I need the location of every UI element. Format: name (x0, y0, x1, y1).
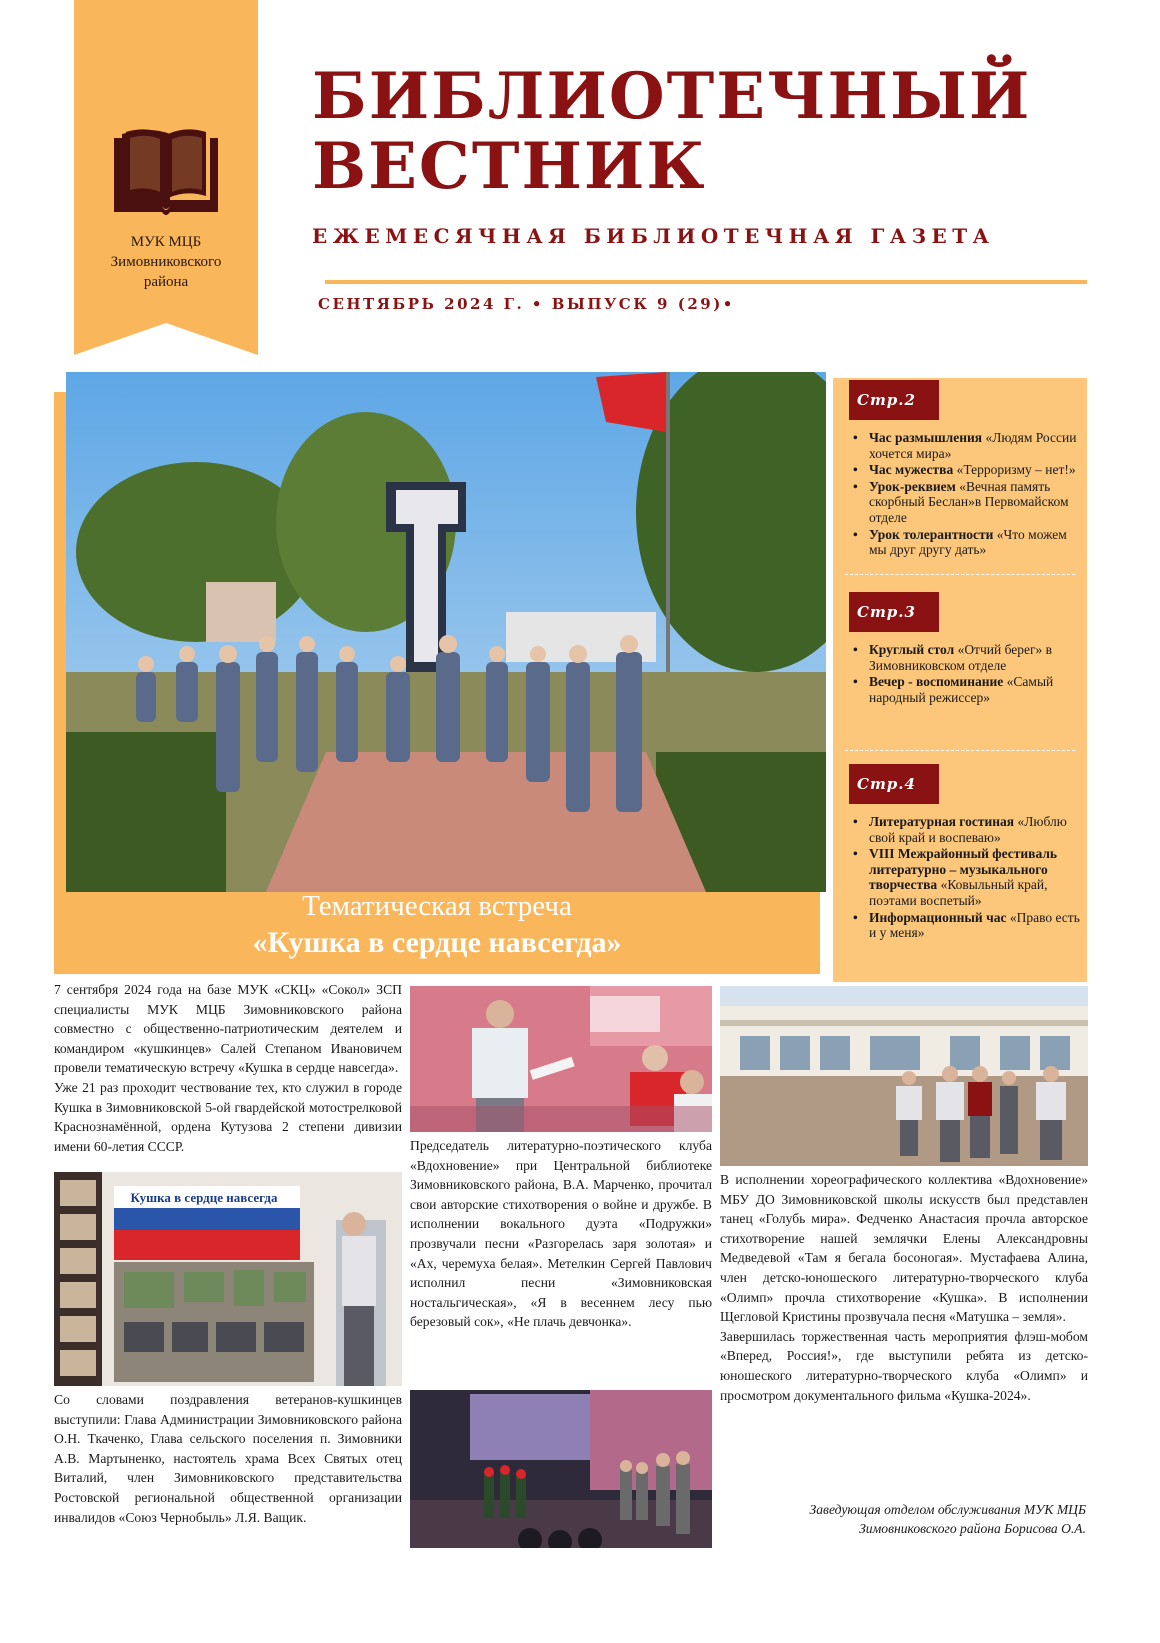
article-paragraph: В исполнении хореографического коллектива «Вдохновение» МБУ ДО Зимовниковской школы искусств был представлен танец «Голубь мира». Федченко Анастасия прочла авторское стихотворение нашей землячки Елены Александровны Медведевой «Там я бегала босоногая». Мустафаева Алина, член детско-юношеского литературно-творческого клуба «Олимп» прочла стихотворение «Кушка». В исполнении Щегловой Кристины прозвучала песня «Матушка – земля». (720, 1172, 1088, 1325)
author-signature (700, 1500, 1086, 1538)
title-line-1: БИБЛИОТЕЧНЫЙ (312, 59, 1032, 134)
org-line: Зимовниковского (110, 254, 222, 270)
article-paragraph: Председатель литературно-поэтического клуба «Вдохновение» при Центральной библиотеке Зимовниковского района, В.А. Марченко, прочитал свои авторские стихотворения о войне и дружбе. В исполнении вокального дуэта «Подружки» прозвучали песни «Разгорелась заря золотая» и «Ах, черемуха белая». Метелкин Сергей Павлович исполнил песни «Зимовниковская ностальгическая», «Я в весеннем лесу пью березовый сок», «Не плачь девчонка». (410, 1138, 712, 1330)
toc-item[interactable]: • Час мужества «Терроризму – нет!» (851, 462, 1081, 478)
toc-item[interactable]: • Вечер - воспоминание «Самый народный режиссер» (851, 674, 1081, 705)
photo-exhibition (54, 1172, 402, 1386)
organization-name (74, 232, 258, 292)
toc-divider (845, 574, 1075, 575)
newspaper-subtitle: ЕЖЕМЕСЯЧНАЯ БИБЛИОТЕЧНАЯ ГАЗЕТА (312, 224, 995, 248)
toc-page-tag[interactable]: Стр.3 (849, 592, 939, 632)
toc-divider (845, 750, 1075, 751)
title-line-2: ВЕСТНИК (312, 129, 707, 204)
contents-panel (833, 378, 1087, 982)
toc-item[interactable]: • Информационный час «Право есть и у меня» (851, 910, 1081, 941)
org-line: района (143, 274, 189, 290)
toc-item[interactable]: • Час размышления «Людям России хочется мира» (851, 430, 1081, 461)
article-paragraph: Со словами поздравления ветеранов-кушкинцев выступили: Глава Администрации Зимовниковского района О.Н. Ткаченко, Глава сельского поселения п. Зимовники А.В. Мартыненко, настоятель храма Всех Святых отец Виталий, член Зимовниковского представительства Ростовской региональной общественной организации инвалидов «Союз Чернобыль» Л.Я. Ващик. (54, 1392, 402, 1525)
article-column-2 (410, 1136, 712, 1332)
photo-stage-performance (410, 1390, 712, 1548)
photo-veterans-walking (720, 986, 1088, 1166)
toc-item[interactable]: • Урок-реквием «Вечная память скорбный Беслан»в Первомайском отделе (851, 479, 1081, 526)
signature-line: Зимовниковского района Борисова О.А. (859, 1521, 1086, 1536)
toc-page-tag[interactable]: Стр.2 (849, 380, 939, 420)
hero-caption-subtitle: Тематическая встреча (302, 890, 572, 922)
toc-list (851, 430, 1081, 559)
article-paragraph: Завершилась торжественная часть мероприятия флэш-мобом «Вперед, Россия!», где выступили ребята из детско-юношеского литературно-творческого клуба «Олимп» и просмотром документального фильма «Кушка-2024». (720, 1328, 1088, 1403)
hero-caption-title: «Кушка в сердце навсегда» (252, 926, 622, 959)
toc-item[interactable]: • Круглый стол «Отчий берег» в Зимовниковском отделе (851, 642, 1081, 673)
signature-line: Заведующая отделом обслуживания МУК МЦБ (809, 1502, 1086, 1517)
hero-photo (66, 372, 826, 892)
toc-item[interactable]: • VIII Межрайонный фестиваль литературно – музыкального творчества «Ковыльный край, поэтами воспетый» (851, 846, 1081, 908)
newspaper-title (312, 59, 1132, 204)
toc-item[interactable]: • Литературная гостиная «Люблю свой край и воспеваю» (851, 814, 1081, 845)
toc-page-tag[interactable]: Стр.4 (849, 764, 939, 804)
photo-poetry-reading (410, 986, 712, 1132)
exhibition-banner-text: Кушка в сердце навсегда (130, 1190, 278, 1205)
article-column-1-bottom (54, 1390, 402, 1527)
toc-item[interactable]: • Урок толерантности «Что можем мы друг другу дать» (851, 527, 1081, 558)
toc-list (851, 642, 1081, 706)
article-paragraph: Уже 21 раз проходит чествование тех, кто служил в городе Кушка в Зимовниковской 5-ой гвардейской мотострелковой Краснознамённой, ордена Кутузова 2 степени дивизии имени 60-летия СССР. (54, 1079, 402, 1154)
book-icon (110, 128, 222, 220)
masthead-divider (325, 280, 1087, 284)
issue-line: СЕНТЯБРЬ 2024 Г. • ВЫПУСК 9 (29)• (318, 295, 735, 313)
article-paragraph: 7 сентября 2024 года на базе МУК «СКЦ» «Сокол» ЗСП специалисты МУК МЦБ Зимовниковского района совместно с общественно-патриотическим деятелем и командиром «кушкинцев» Салей Степаном Ивановичем провели тематическую встречу «Кушка в сердце навсегда». (54, 982, 402, 1076)
article-column-1-top (54, 980, 402, 1156)
toc-list (851, 814, 1081, 942)
org-line: МУК МЦБ (130, 234, 202, 250)
article-column-3 (720, 1170, 1088, 1405)
